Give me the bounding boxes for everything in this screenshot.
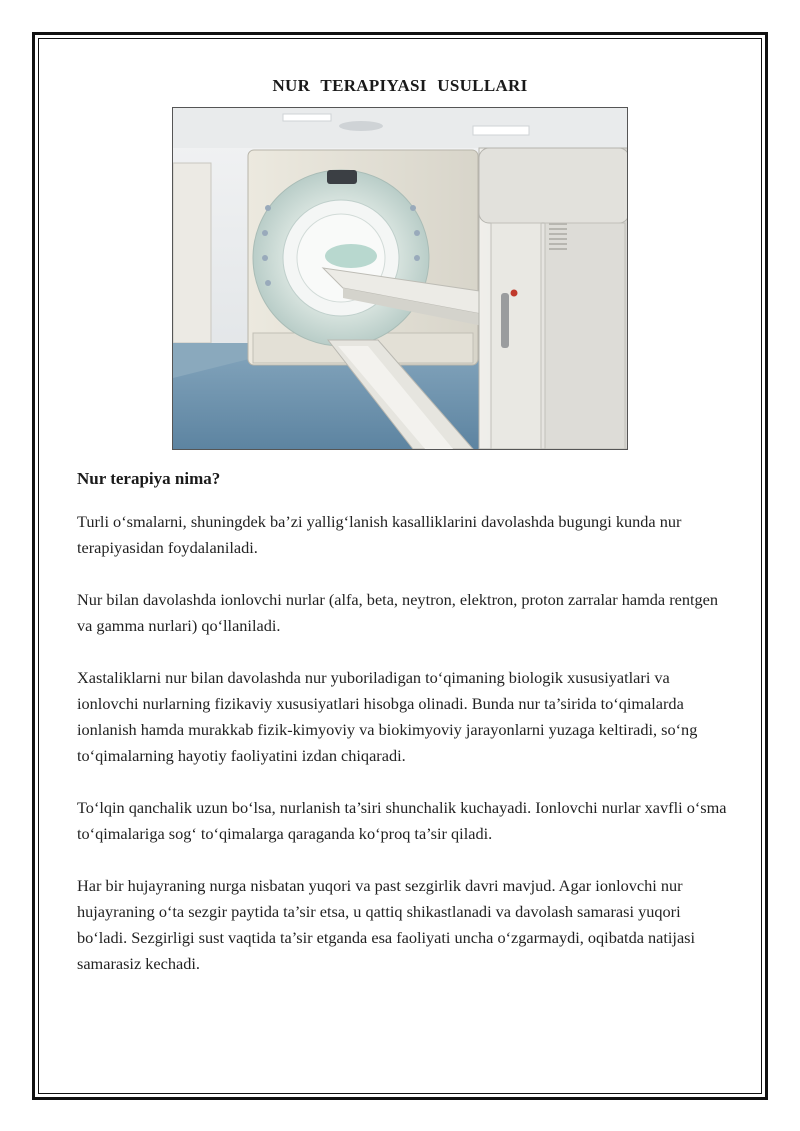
paragraph-2: Nur bilan davolashda ionlovchi nurlar (alfa, beta, neytron, elektron, proton zarralar hamda rentgen va gamma nurlari) qo‘llaniladi.: [77, 590, 719, 635]
paragraph-5: Har bir hujayraning nurga nisbatan yuqori va past sezgirlik davri mavjud. Agar ionlovchi nur hujayraning o‘ta sezgir paytida ta’sir etsa, u qattiq shikastlanadi va davolash samarasi yuqori bo‘ladi. Sezgirligi sust vaqtida ta’sir etganda esa faoliyati uncha o‘zgarmaydi, oqibatda natijasi samarasiz kechadi.: [77, 876, 696, 973]
section-heading: Nur terapiya nima?: [77, 469, 221, 488]
document-body: [77, 509, 727, 1003]
document-title: NUR TERAPIYASI USULLARI: [272, 76, 528, 95]
ct-scanner-photo: [172, 107, 628, 450]
paragraph-1: Turli o‘smalarni, shuningdek ba’zi yallig‘lanish kasalliklarini davolashda bugungi kunda nur terapiyasidan foydalaniladi.: [77, 512, 682, 557]
paragraph-3: Xastaliklarni nur bilan davolashda nur yuboriladigan to‘qimaning biologik xususiyatlari va ionlovchi nurlarning fizikaviy xususiyatlari hisobga olinadi. Bunda nur ta’sirida to‘qimalarda ionlanish hamda murakkab fizik-kimyoviy va biokimyoviy jarayonlarni yuzaga keltiradi, so‘ng to‘qimalarning hayotiy faoliyatini izdan chiqaradi.: [77, 668, 698, 765]
paragraph-4: To‘lqin qanchalik uzun bo‘lsa, nurlanish ta’siri shunchalik kuchayadi. Ionlovchi nurlar xavfli o‘sma to‘qimalariga sog‘ to‘qimalarga qaraganda ko‘proq ta’sir qiladi.: [77, 798, 727, 843]
ct-scanner-illustration: [173, 108, 627, 449]
